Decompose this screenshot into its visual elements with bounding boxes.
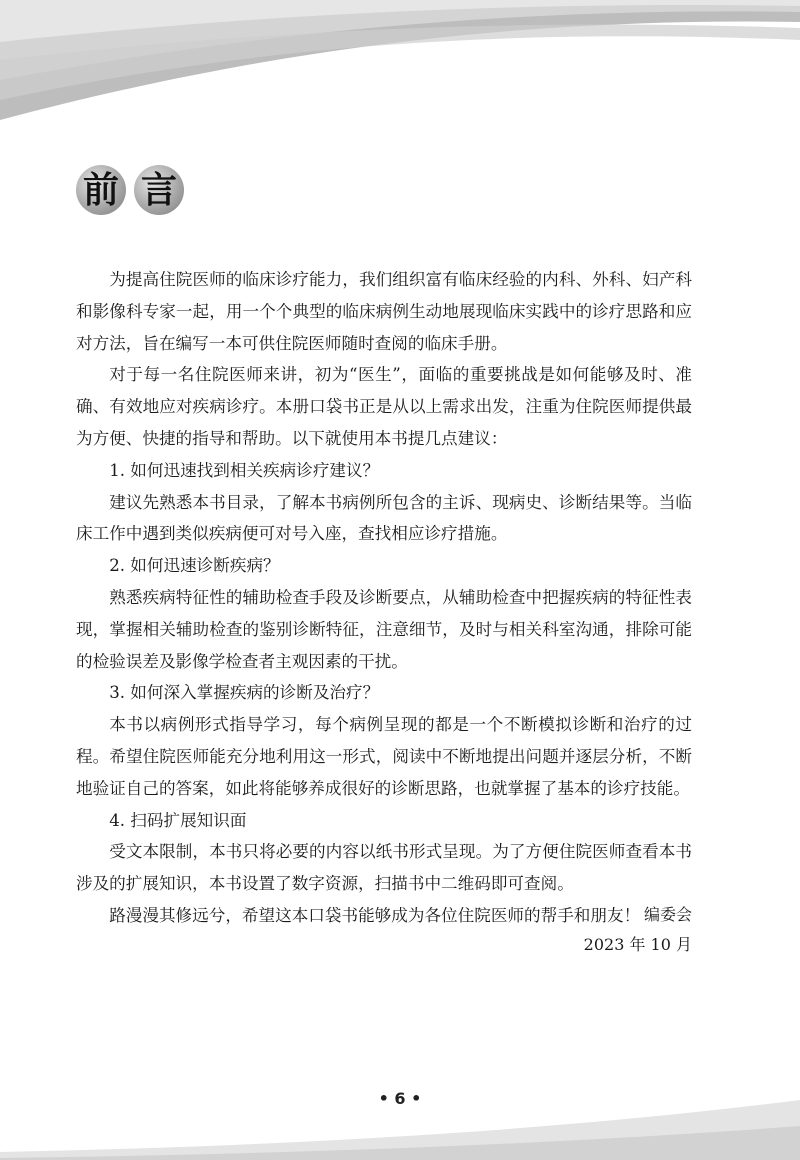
signature-org: 编委会 bbox=[643, 905, 692, 924]
paragraph: 路漫漫其修远兮，希望这本口袋书能够成为各位住院医师的帮手和朋友！ bbox=[109, 905, 641, 925]
paragraph: 建议先熟悉本书目录，了解本书病例所包含的主诉、现病史、诊断结果等。当临床工作中遇到类似疾病便可对号入座，查找相应诊疗措施。 bbox=[76, 492, 692, 544]
paragraph: 对于每一名住院医师来讲，初为“医生”，面临的重要挑战是如何能够及时、准确、有效地应对疾病诊疗。本册口袋书正是从以上需求出发，注重为住院医师提供最为方便、快捷的指导和帮助。以下就使用本书提几点建议： bbox=[76, 365, 692, 448]
signature-date: 2023 年 10 月 bbox=[583, 935, 692, 954]
paragraph: 受文本限制，本书只将必要的内容以纸书形式呈现。为了方便住院医师查看本书涉及的扩展知识，本书设置了数字资源，扫描书中二维码即可查阅。 bbox=[76, 842, 692, 894]
page-title bbox=[76, 165, 184, 215]
header-decoration bbox=[0, 0, 800, 140]
question-heading: 4. 扫码扩展知识面 bbox=[109, 810, 247, 830]
page-number: • 6 • bbox=[378, 1089, 422, 1108]
paragraph: 熟悉疾病特征性的辅助检查手段及诊断要点，从辅助检查中把握疾病的特征性表现，掌握相关辅助检查的鉴别诊断特征，注意细节，及时与相关科室沟通，排除可能的检验误差及影像学检查者主观因素的干扰。 bbox=[76, 587, 692, 671]
paragraph: 本书以病例形式指导学习，每个病例呈现的都是一个不断模拟诊断和治疗的过程。希望住院医师能充分地利用这一形式，阅读中不断地提出问题并逐层分析，不断地验证自己的答案，如此将能够养成很好的诊断思路，也就掌握了基本的诊疗技能。 bbox=[76, 715, 692, 798]
title-char-2: 言 bbox=[134, 165, 184, 215]
question-heading: 3. 如何深入掌握疾病的诊断及治疗？ bbox=[109, 683, 380, 703]
preface-body bbox=[76, 264, 692, 932]
question-heading: 2. 如何迅速诊断疾病？ bbox=[109, 556, 280, 576]
footer-decoration bbox=[0, 1080, 800, 1160]
paragraph: 为提高住院医师的临床诊疗能力，我们组织富有临床经验的内科、外科、妇产科和影像科专家一起，用一个个典型的临床病例生动地展现临床实践中的诊疗思路和应对方法，旨在编写一本可供住院医师随时查阅的临床手册。 bbox=[76, 270, 692, 353]
question-heading: 1. 如何迅速找到相关疾病诊疗建议？ bbox=[109, 460, 380, 480]
title-char-1: 前 bbox=[76, 165, 126, 215]
